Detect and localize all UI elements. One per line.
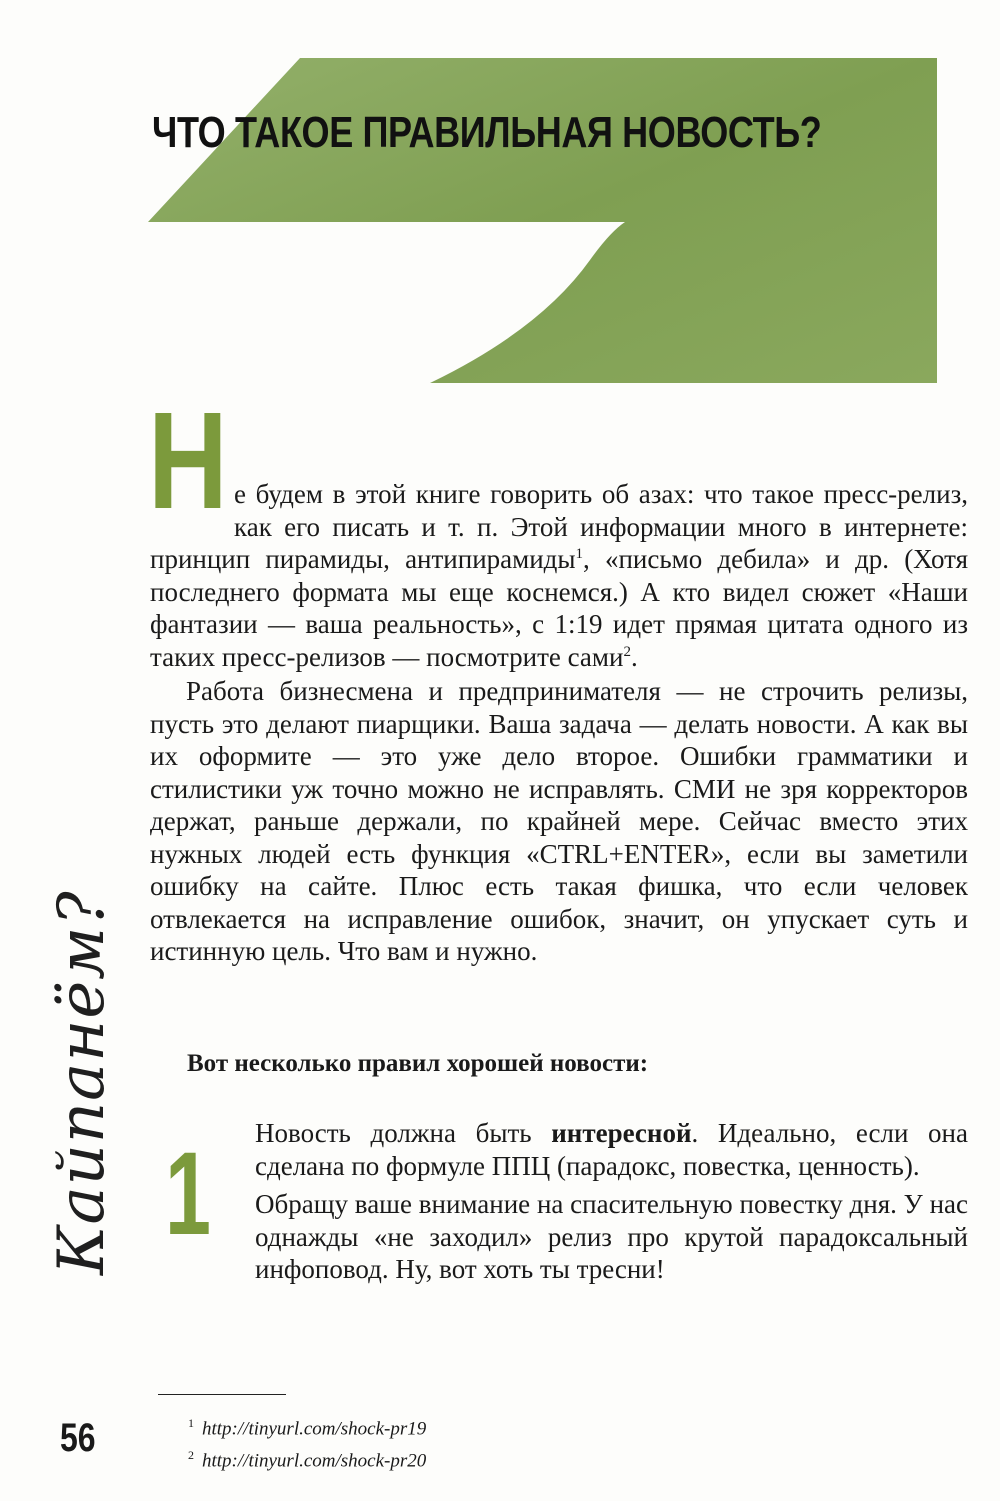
rules-heading: Вот несколько правил хорошей новости: <box>187 1050 649 1077</box>
footnote-link[interactable]: http://tinyurl.com/shock-pr20 <box>202 1450 427 1472</box>
intro-paragraph-1 <box>148 384 968 673</box>
side-label-handwritten: Кайпанём? <box>45 890 119 1275</box>
rule-paragraph-1 <box>255 1117 968 1182</box>
footnote-link[interactable]: http://tinyurl.com/shock-pr19 <box>202 1418 427 1440</box>
footnote-divider <box>158 1394 286 1395</box>
footnotes <box>188 1410 426 1475</box>
drop-cap: Н <box>148 384 228 538</box>
intro-text <box>148 384 968 968</box>
header-banner-shape <box>0 0 1000 400</box>
rule-item <box>255 1117 968 1286</box>
footnote-1 <box>188 1410 426 1442</box>
rule-paragraph-2: Обращу ваше внимание на спасительную повестку дня. У нас однажды «не заходил» релиз про крутой парадоксальный инфоповод. Ну, вот хоть ты тресни! <box>255 1189 968 1284</box>
footnote-ref-2[interactable]: 2 <box>623 643 631 660</box>
rule-text-b: . Идеально, если она сделана по формуле ППЦ (парадокс, повестка, ценность). <box>255 1118 968 1181</box>
page-number: 56 <box>60 1416 96 1460</box>
intro-text-a: е будем в этой книге говорить об азах: что такое пресс-релиз, как его писать и т. п. Этой информации много в интернете: принцип пирамиды, антипирамиды <box>150 479 968 574</box>
footnote-number: 2 <box>188 1448 194 1463</box>
footnote-number: 1 <box>188 1416 194 1430</box>
intro-text-c: . <box>630 641 638 672</box>
intro-text-b: , «письмо дебила» и др. (Хотя последнего формата мы еще коснемся.) А кто видел сюжет «Наши фантазии — ваша реальность», с 1:19 идет прямая цитата одного из таких пресс-релизов — посмотрите сами <box>150 544 968 672</box>
footnote-2 <box>188 1442 426 1474</box>
page-title: ЧТО ТАКОЕ ПРАВИЛЬНАЯ НОВОСТЬ? <box>152 108 822 157</box>
rule-number: 1 <box>165 1128 211 1260</box>
intro-paragraph-2: Работа бизнесмена и предпринимателя — не строчить релизы, пусть это делают пиарщики. Ваша задача — делать новости. А как вы их оформите — это уже дело второе. Ошибки грамматики и стилистики уж точно можно не исправлять. СМИ не зря корректоров держат, раньше держали, по крайней мере. Сейчас вместо этих нужных людей есть функция «CTRL+ENTER», если вы заметили ошибку на сайте. Плюс есть такая фишка, что если человек отвлекается на исправление ошибок, значит, он упускает суть и истинную цель. Что вам и нужно. <box>150 676 968 966</box>
rule-bold-word: интересной <box>551 1118 692 1148</box>
rule-text-a: Новость должна быть <box>255 1118 552 1148</box>
footnote-ref-1[interactable]: 1 <box>575 546 584 562</box>
